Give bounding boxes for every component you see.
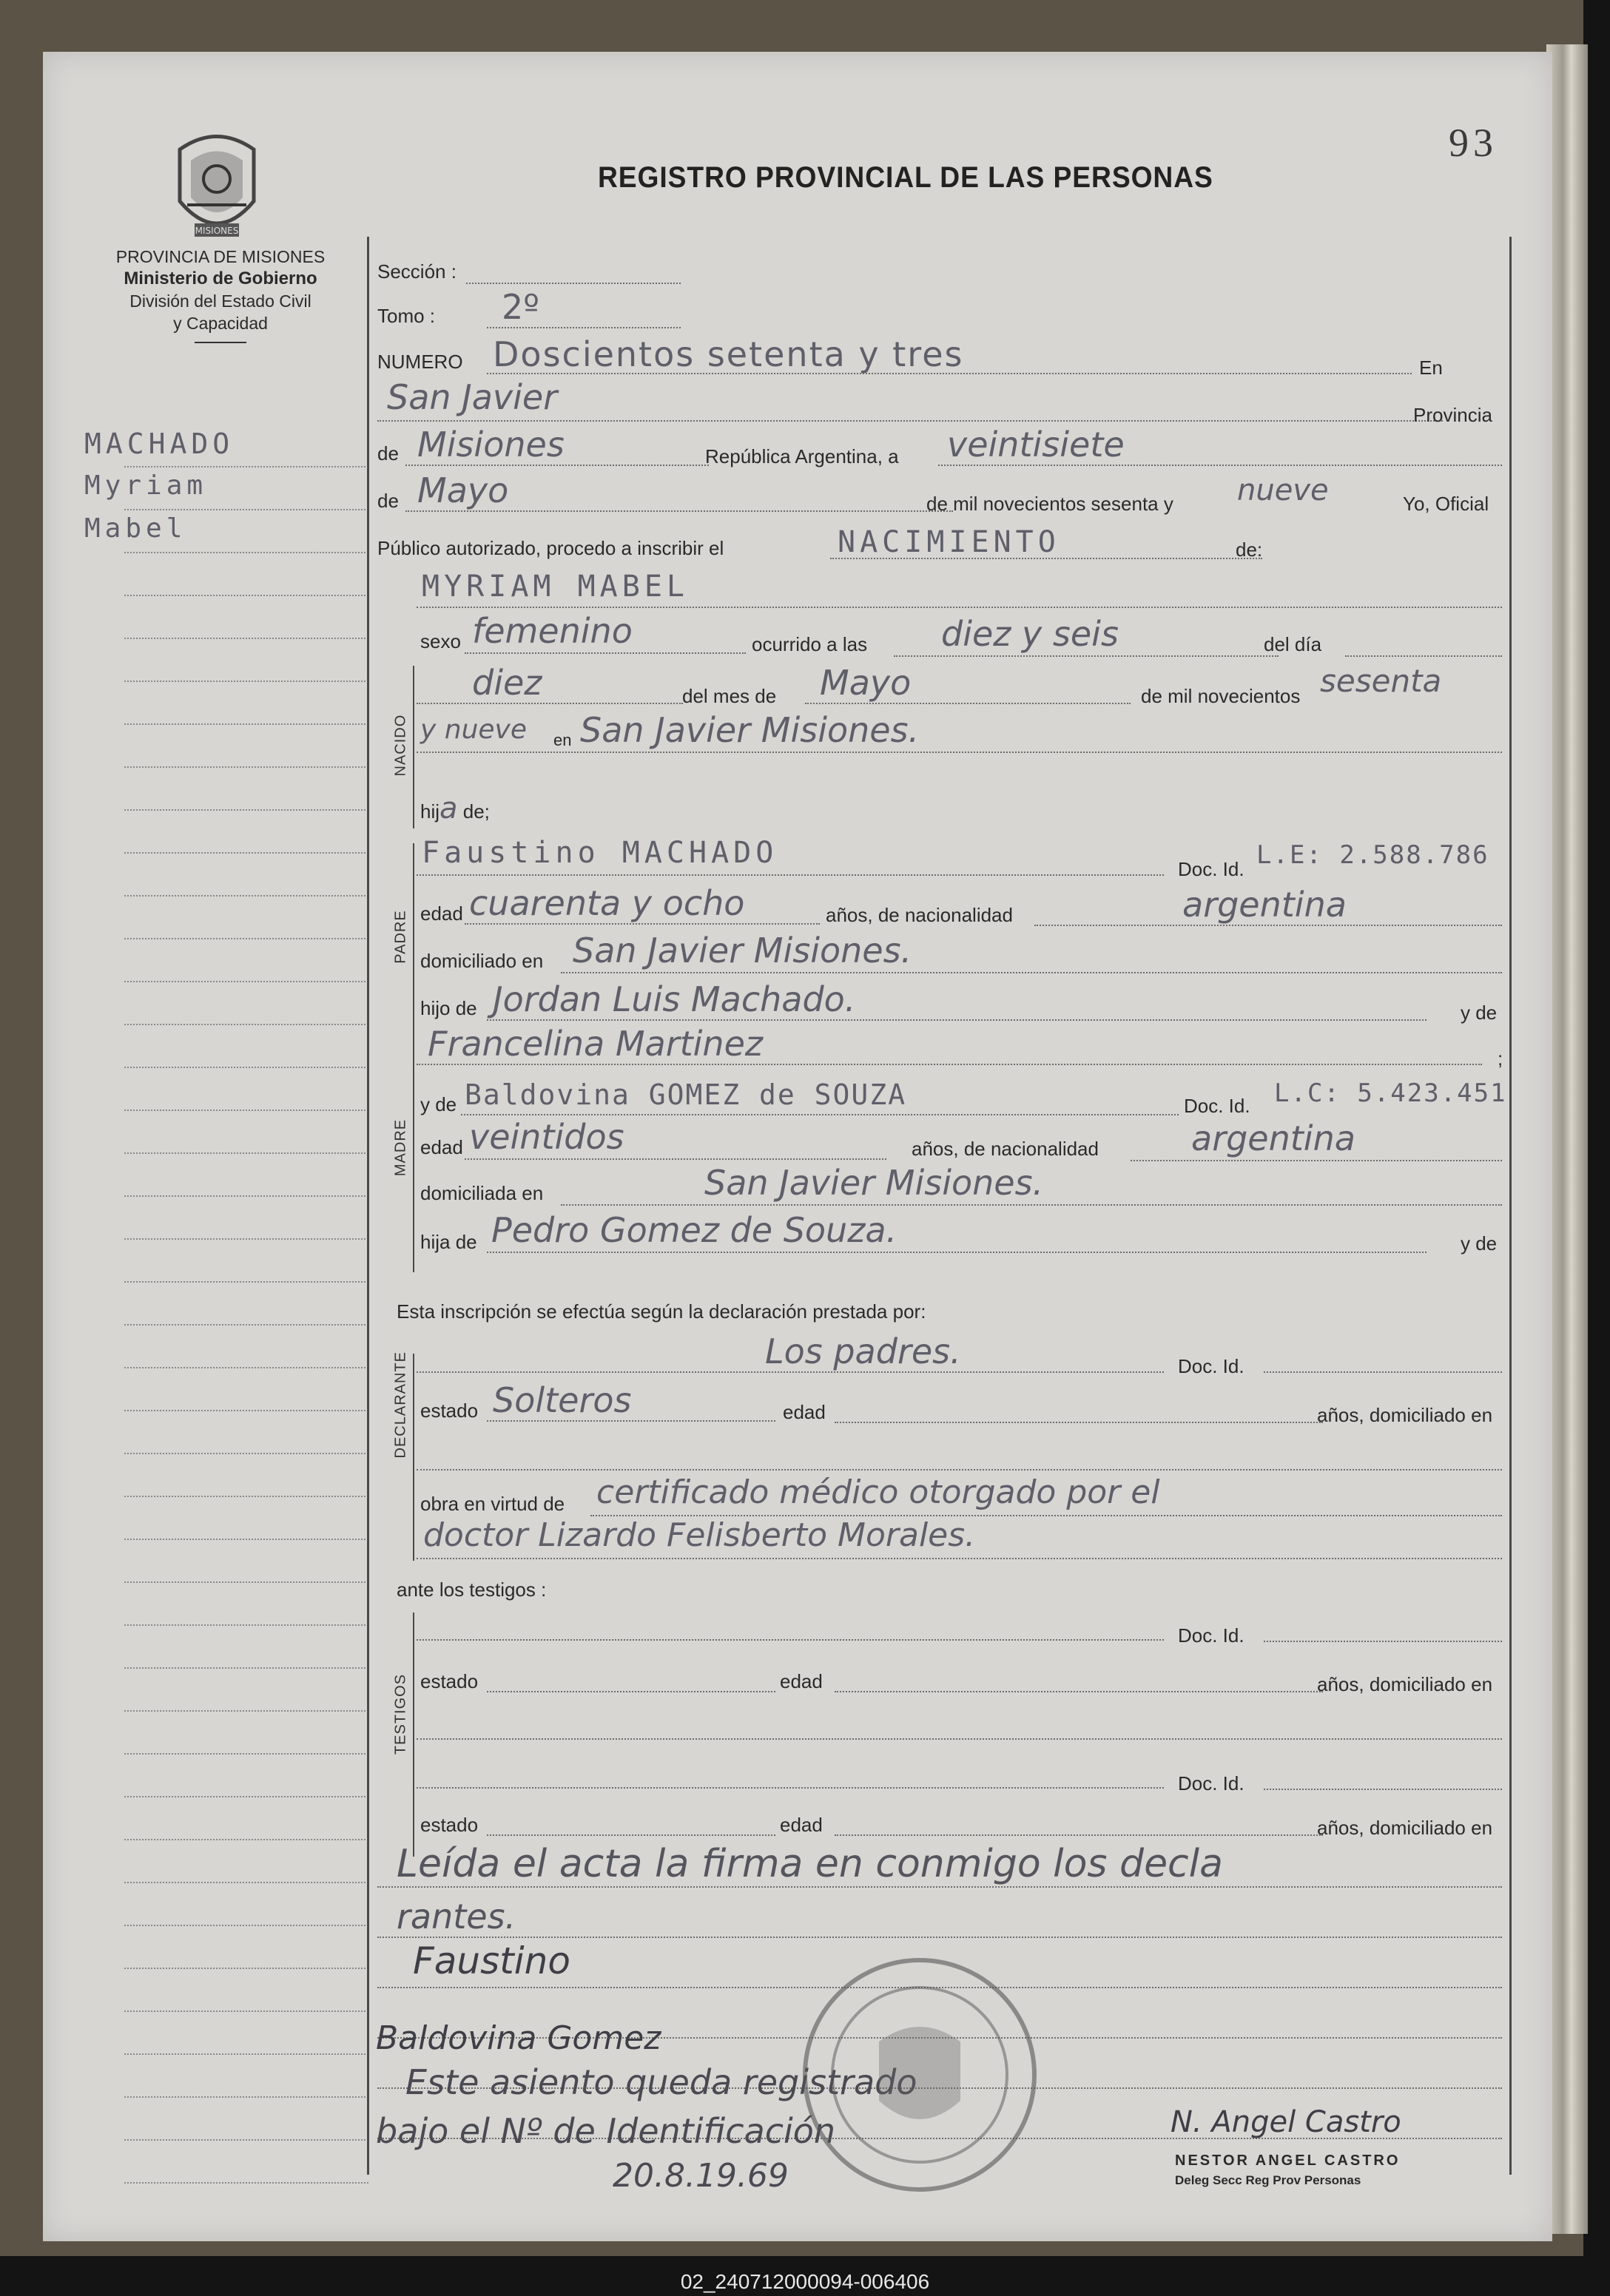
margin-name-1: Myriam — [84, 470, 208, 501]
hija-suffix: a — [439, 791, 458, 825]
lugar-value: San Javier — [387, 377, 558, 417]
obra-value-1: certificado médico otorgado por el — [596, 1473, 1160, 1511]
declarante-doc-label: Doc. Id. — [1178, 1355, 1244, 1377]
padre-nombre-value: Faustino MACHADO — [422, 836, 778, 870]
header-capacity: y Capacidad — [173, 314, 268, 333]
del-dia-label: del día — [1264, 633, 1322, 655]
registry-note-1: Este asiento queda registrado — [405, 2062, 917, 2102]
label-nacido: NACIDO — [392, 714, 409, 777]
label-declarante: DECLARANTE — [392, 1351, 409, 1459]
page-edges — [1546, 44, 1588, 2234]
declaracion-intro-label: Esta inscripción se efectúa según la declaración prestada por: — [397, 1300, 926, 1323]
anio-label: de mil novecientos sesenta y — [926, 493, 1173, 515]
hija-de-label: de; — [462, 800, 490, 823]
padre-nac-value: argentina — [1182, 885, 1347, 925]
header-ministry: Ministerio de Gobierno — [124, 269, 317, 288]
mes-value: Mayo — [820, 663, 912, 703]
official-name: NESTOR ANGEL CASTRO — [1175, 2152, 1401, 2169]
nacido-bracket — [413, 666, 414, 828]
registry-note-2: bajo el Nº de Identificación — [376, 2111, 836, 2151]
padre-semicolon: ; — [1498, 1047, 1503, 1070]
acto-value: NACIMIENTO — [838, 525, 1060, 559]
header-division: División del Estado Civil — [129, 291, 311, 311]
madre-edad-value: veintidos — [469, 1117, 624, 1157]
anio-acta-value: nueve — [1237, 473, 1329, 507]
official-signature: N. Angel Castro — [1171, 2105, 1401, 2139]
provincia-value: Misiones — [417, 425, 565, 465]
madre-edad-label: edad — [420, 1136, 463, 1158]
madre-nombre-value: Baldovina GOMEZ de SOUZA — [465, 1078, 907, 1111]
margin-surname: MACHADO — [84, 428, 235, 460]
testigo1-edad-label: edad — [780, 1670, 823, 1692]
publico-label: Público autorizado, procedo a inscribir el — [377, 537, 724, 559]
testigo1-doc-label: Doc. Id. — [1178, 1624, 1244, 1647]
padre-doc-value: L.E: 2.588.786 — [1256, 840, 1489, 870]
testigos-bracket — [413, 1613, 414, 1857]
padre-madre-value: Francelina Martinez — [428, 1024, 764, 1064]
padre-nac-label: años, de nacionalidad — [826, 904, 1013, 926]
label-madre: MADRE — [392, 1118, 409, 1177]
hija-prefix: hij — [420, 800, 440, 823]
oficial-label: Yo, Oficial — [1403, 493, 1489, 515]
tomo-value: 2º — [502, 287, 539, 327]
header-province: PROVINCIA DE MISIONES — [115, 247, 326, 266]
madre-padre-value: Pedro Gomez de Souza. — [491, 1210, 897, 1250]
closing-line-1: Leída el acta la firma en conmigo los decla — [397, 1842, 1223, 1886]
padre-padre-value: Jordan Luis Machado. — [493, 979, 856, 1019]
tomo-label: Tomo : — [377, 305, 436, 327]
margin-name-2: Mabel — [84, 513, 187, 544]
padre-dom-label: domiciliado en — [420, 950, 544, 972]
official-title: Deleg Secc Reg Prov Personas — [1175, 2173, 1361, 2187]
testigo1-anios-label: años, domiciliado en — [1317, 1673, 1493, 1695]
ocurrido-label: ocurrido a las — [752, 633, 868, 655]
padre-edad-value: cuarenta y ocho — [469, 883, 745, 923]
seccion-label: Sección : — [377, 260, 457, 283]
madre-dom-label: domiciliada en — [420, 1182, 544, 1204]
madre-yde-label: y de — [420, 1093, 457, 1115]
del-mes-label: del mes de — [682, 685, 777, 707]
archive-id-footer: 02_240712000094-006406 — [0, 2268, 1610, 2296]
svg-text:MISIONES: MISIONES — [195, 226, 239, 236]
declarante-edad-label: edad — [783, 1401, 826, 1423]
obra-label: obra en virtud de — [420, 1493, 565, 1515]
sexo-value: femenino — [472, 611, 633, 651]
en-nac-label: en — [553, 731, 572, 749]
right-rule — [1509, 237, 1512, 2175]
madre-dom-value: San Javier Misiones. — [704, 1163, 1044, 1203]
numero-value: Doscientos setenta y tres — [493, 334, 964, 374]
hora-value: diez y seis — [941, 614, 1119, 654]
dia-value: diez — [472, 663, 542, 703]
coat-of-arms-seal — [165, 127, 269, 246]
testigo2-edad-label: edad — [780, 1814, 823, 1836]
testigo2-estado-label: estado — [420, 1814, 479, 1836]
declarante-estado-value: Solteros — [493, 1380, 632, 1420]
mes-acta-value: Mayo — [417, 470, 509, 510]
de-colon-label: de: — [1236, 538, 1263, 561]
dia-acta-value: veintisiete — [947, 425, 1125, 465]
en-label: En — [1419, 357, 1443, 379]
anio-nac-value-a: sesenta — [1320, 663, 1442, 699]
declarante-estado-label: estado — [420, 1399, 479, 1422]
padre-doc-label: Doc. Id. — [1178, 858, 1244, 880]
padre-yde-label: y de — [1461, 1002, 1498, 1024]
padre-hijo-label: hijo de — [420, 997, 477, 1019]
madre-nac-value: argentina — [1191, 1118, 1355, 1158]
de-label-2: de — [377, 490, 399, 512]
nombre-nacido-value: MYRIAM MABEL — [422, 570, 689, 604]
label-padre: PADRE — [392, 910, 409, 964]
madre-bracket — [413, 1080, 414, 1272]
obra-value-2: doctor Lizardo Felisberto Morales. — [423, 1516, 976, 1554]
madre-yde2-label: y de — [1461, 1232, 1498, 1255]
testigo2-anios-label: años, domiciliado en — [1317, 1817, 1493, 1839]
provincia-label: Provincia — [1413, 404, 1492, 426]
anio-nac-value-b: y nueve — [420, 715, 527, 745]
sexo-label: sexo — [420, 630, 461, 652]
page-number: 93 — [1449, 121, 1498, 165]
padre-edad-label: edad — [420, 902, 463, 925]
declarante-anios-label: años, domiciliado en — [1317, 1404, 1493, 1426]
madre-doc-value: L.C: 5.423.451 — [1274, 1078, 1507, 1108]
hija-label — [420, 791, 490, 825]
signature-mother: Baldovina Gomez — [376, 2019, 661, 2057]
testigos-intro-label: ante los testigos : — [397, 1578, 547, 1601]
registry-note-date: 20.8.19.69 — [613, 2157, 789, 2195]
madre-doc-label: Doc. Id. — [1184, 1095, 1250, 1117]
document-title: REGISTRO PROVINCIAL DE LAS PERSONAS — [598, 161, 1213, 194]
madre-hija-label: hija de — [420, 1231, 477, 1253]
madre-nac-label: años, de nacionalidad — [912, 1138, 1099, 1160]
closing-line-2: rantes. — [397, 1897, 516, 1937]
de-mil-label: de mil novecientos — [1141, 685, 1301, 707]
republica-label: República Argentina, a — [705, 445, 899, 467]
header-left — [87, 246, 354, 343]
declarante-value: Los padres. — [765, 1331, 961, 1371]
register-page — [43, 52, 1552, 2241]
padre-bracket — [413, 843, 414, 1080]
numero-label: NUMERO — [377, 351, 463, 373]
de-label-1: de — [377, 442, 399, 465]
declarante-bracket — [413, 1354, 414, 1561]
label-testigos: TESTIGOS — [392, 1673, 409, 1755]
padre-dom-value: San Javier Misiones. — [573, 931, 912, 970]
testigo2-doc-label: Doc. Id. — [1178, 1772, 1244, 1794]
official-round-stamp — [798, 1953, 1042, 2197]
signature-father: Faustino — [413, 1939, 570, 1982]
testigo1-estado-label: estado — [420, 1670, 479, 1692]
lugar-nac-value: San Javier Misiones. — [580, 710, 920, 750]
left-rule — [367, 237, 369, 2175]
